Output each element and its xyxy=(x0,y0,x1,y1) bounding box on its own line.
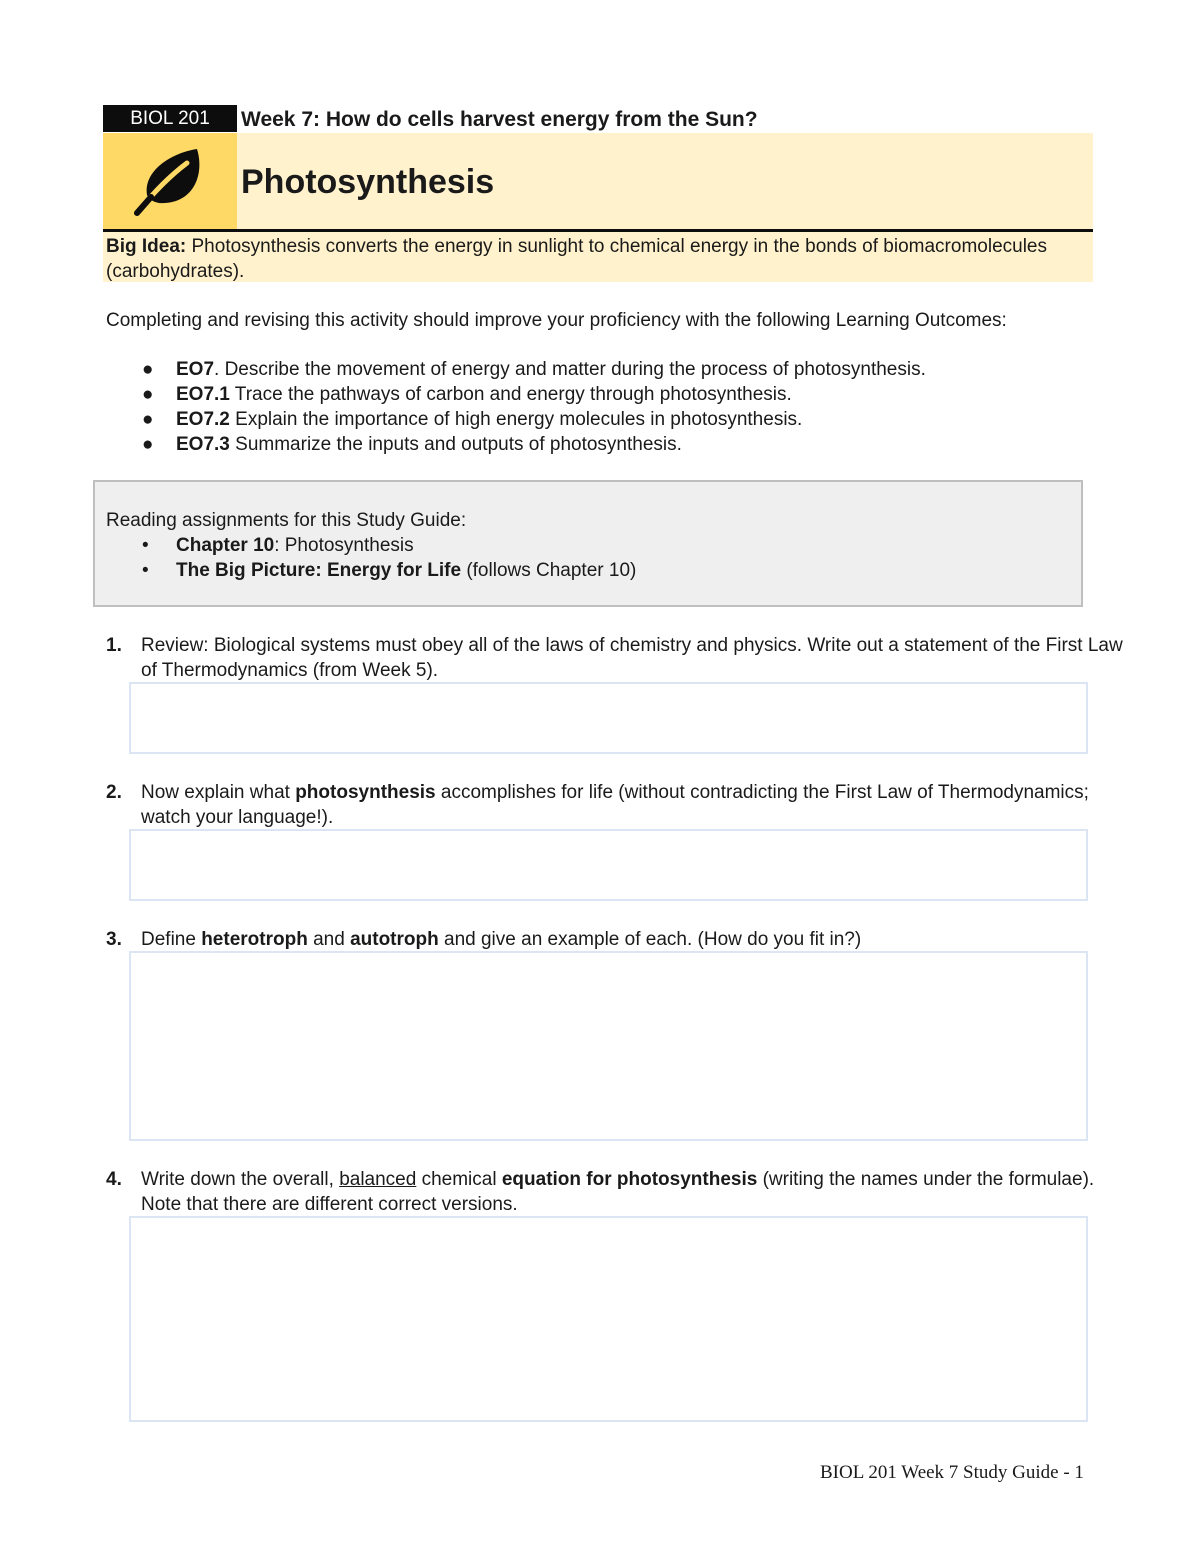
list-item xyxy=(106,407,926,432)
question-3 xyxy=(106,927,1126,952)
list-item xyxy=(106,357,926,382)
question-1 xyxy=(106,633,1126,683)
reading-heading: Reading assignments for this Study Guide: xyxy=(106,510,467,531)
bullet-icon: ● xyxy=(142,384,154,405)
page-title: Photosynthesis xyxy=(241,163,495,201)
leaf-icon xyxy=(131,145,209,217)
outcome-code: EO7.2 xyxy=(176,409,230,430)
bullet-icon: ● xyxy=(142,409,154,430)
list-item xyxy=(106,558,636,583)
course-tag: BIOL 201 xyxy=(103,105,237,132)
question-4 xyxy=(106,1167,1126,1217)
answer-box-1[interactable] xyxy=(129,682,1088,754)
icon-box xyxy=(103,133,237,229)
page-footer: BIOL 201 Week 7 Study Guide - 1 xyxy=(820,1462,1084,1483)
learning-outcomes-intro: Completing and revising this activity should improve your proficiency with the following Learning Outcomes: xyxy=(106,310,1007,331)
reading-assignments-box xyxy=(93,480,1083,607)
question-number: 3. xyxy=(106,929,122,950)
question-text: Now explain what photosynthesis accomplishes for life (without contradicting the First Law of Thermodynamics; watch your language!). xyxy=(141,782,1089,828)
list-item xyxy=(106,533,636,558)
list-item xyxy=(106,432,926,457)
reading-text: (follows Chapter 10) xyxy=(461,560,637,581)
outcome-text: . Describe the movement of energy and matter during the process of photosynthesis. xyxy=(214,359,926,380)
question-text: Define heterotroph and autotroph and give an example of each. (How do you fit in?) xyxy=(141,929,862,950)
question-text: Review: Biological systems must obey all of the laws of chemistry and physics. Write out a statement of the First Law of Thermodynamics (from Week 5). xyxy=(141,635,1123,681)
question-2 xyxy=(106,780,1126,830)
bullet-icon: • xyxy=(142,535,149,556)
reading-title: Chapter 10 xyxy=(176,535,275,556)
bullet-icon: • xyxy=(142,560,149,581)
outcome-code: EO7 xyxy=(176,359,215,380)
outcome-text: Trace the pathways of carbon and energy through photosynthesis. xyxy=(229,384,792,405)
outcome-code: EO7.1 xyxy=(176,384,230,405)
bullet-icon: ● xyxy=(142,434,154,455)
answer-box-2[interactable] xyxy=(129,829,1088,901)
big-idea xyxy=(103,232,1093,282)
reading-list xyxy=(106,533,636,583)
week-title: Week 7: How do cells harvest energy from the Sun? xyxy=(241,108,758,131)
reading-text: : Photosynthesis xyxy=(274,535,414,556)
outcome-text: Explain the importance of high energy molecules in photosynthesis. xyxy=(229,409,803,430)
outcome-code: EO7.3 xyxy=(176,434,230,455)
answer-box-3[interactable] xyxy=(129,951,1088,1141)
question-text: Write down the overall, balanced chemical equation for photosynthesis (writing the names under the formulae). Note that there are different correct versions. xyxy=(141,1169,1095,1215)
learning-outcomes-list xyxy=(106,357,926,457)
bullet-icon: ● xyxy=(142,359,154,380)
question-number: 1. xyxy=(106,635,122,656)
answer-box-4[interactable] xyxy=(129,1216,1088,1422)
question-number: 4. xyxy=(106,1169,122,1190)
question-number: 2. xyxy=(106,782,122,803)
big-idea-text: Photosynthesis converts the energy in sunlight to chemical energy in the bonds of biomacromolecules (carbohydrates). xyxy=(106,236,1047,282)
list-item xyxy=(106,382,926,407)
outcome-text: Summarize the inputs and outputs of photosynthesis. xyxy=(229,434,682,455)
big-idea-label: Big Idea: xyxy=(106,236,187,257)
reading-title: The Big Picture: Energy for Life xyxy=(176,560,462,581)
